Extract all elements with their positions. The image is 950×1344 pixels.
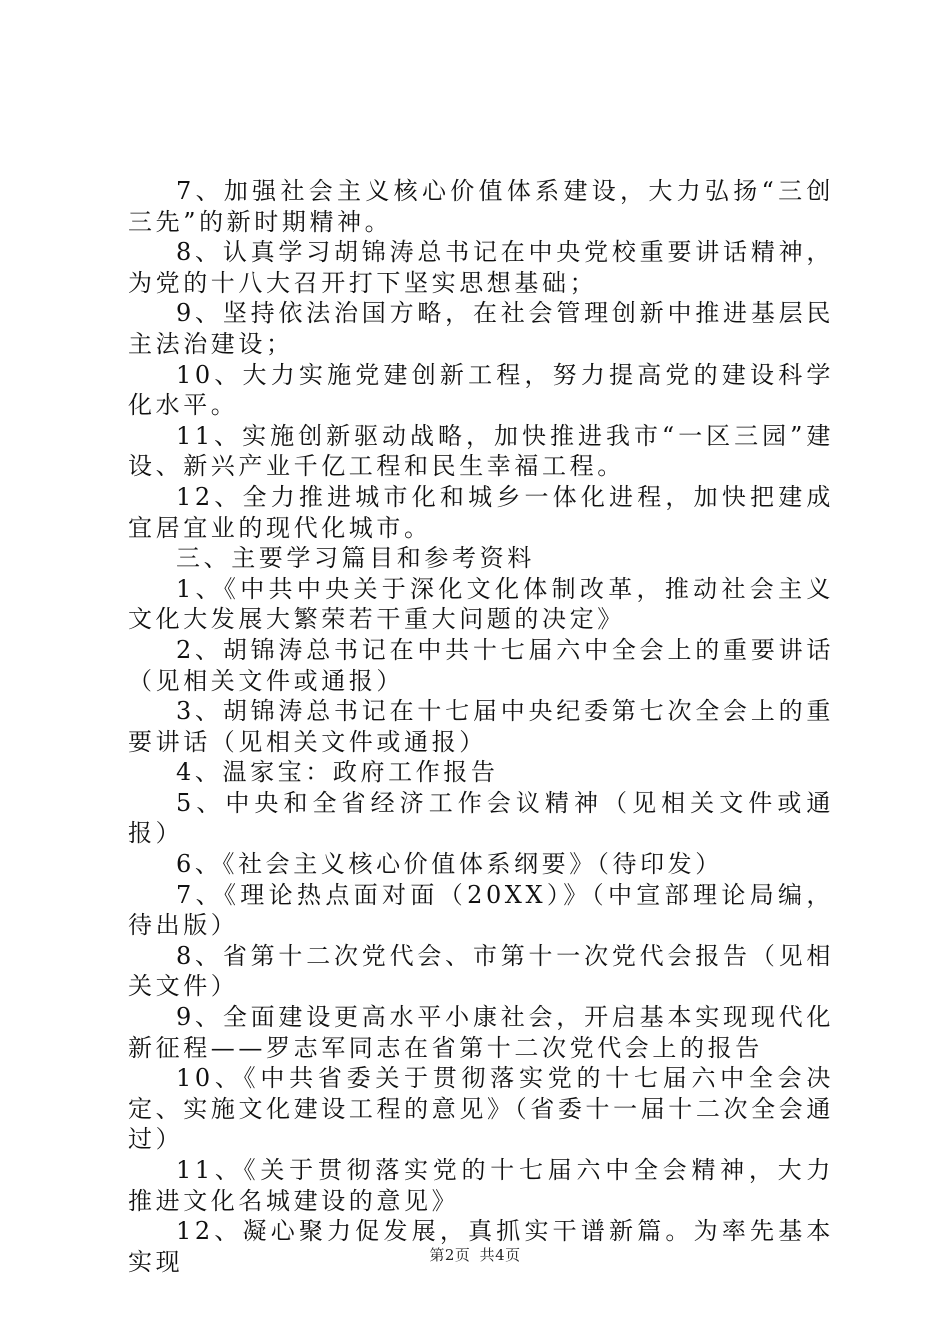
page-number: 第2页 bbox=[429, 1246, 471, 1264]
paragraph: 1、《中共中央关于深化文化体制改革，推动社会主义文化大发展大繁荣若干重大问题的决定》 bbox=[128, 574, 834, 634]
paragraph: 7、《理论热点面对面（20XX）》（中宣部理论局编，待出版） bbox=[128, 880, 834, 940]
paragraph: 8、省第十二次党代会、市第十一次党代会报告（见相关文件） bbox=[128, 941, 834, 1001]
paragraph: 3、胡锦涛总书记在十七届中央纪委第七次全会上的重要讲话（见相关文件或通报） bbox=[128, 697, 834, 756]
paragraph: 11、《关于贯彻落实党的十七届六中全会精神，大力推进文化名城建设的意见》 bbox=[128, 1156, 834, 1215]
paragraph: 7、加强社会主义核心价值体系建设，大力弘扬“三创三先”的新时期精神。 bbox=[128, 177, 834, 236]
paragraph: 11、实施创新驱动战略，加快推进我市“一区三园”建设、新兴产业千亿工程和民生幸福工程。 bbox=[128, 421, 834, 481]
paragraph: 10、《中共省委关于贯彻落实党的十七届六中全会决定、实施文化建设工程的意见》（省委十一届十二次全会通过） bbox=[128, 1064, 834, 1154]
paragraph: 6、《社会主义核心价值体系纲要》（待印发） bbox=[176, 850, 723, 879]
paragraph: 2、胡锦涛总书记在中共十七届六中全会上的重要讲话（见相关文件或通报） bbox=[128, 635, 834, 695]
page-footer bbox=[0, 1244, 950, 1265]
paragraph: 12、凝心聚力促发展，真抓实干谱新篇。为率先基本实现 bbox=[128, 1217, 834, 1276]
section-heading: 三、主要学习篇目和参考资料 bbox=[176, 544, 535, 573]
paragraph: 9、全面建设更高水平小康社会，开启基本实现现代化新征程——罗志军同志在省第十二次党代会上的报告 bbox=[128, 1003, 834, 1062]
page-total: 共4页 bbox=[479, 1246, 521, 1264]
paragraph: 12、全力推进城市化和城乡一体化进程，加快把建成宜居宜业的现代化城市。 bbox=[128, 482, 834, 542]
paragraph: 4、温家宝：政府工作报告 bbox=[176, 758, 499, 787]
document-body bbox=[128, 176, 834, 1277]
paragraph: 5、中央和全省经济工作会议精神（见相关文件或通报） bbox=[128, 788, 834, 848]
paragraph: 9、坚持依法治国方略，在社会管理创新中推进基层民主法治建设； bbox=[128, 299, 834, 358]
paragraph: 10、大力实施党建创新工程，努力提高党的建设科学化水平。 bbox=[128, 360, 834, 420]
paragraph: 8、认真学习胡锦涛总书记在中央党校重要讲话精神，为党的十八大召开打下坚实思想基础； bbox=[128, 238, 834, 297]
